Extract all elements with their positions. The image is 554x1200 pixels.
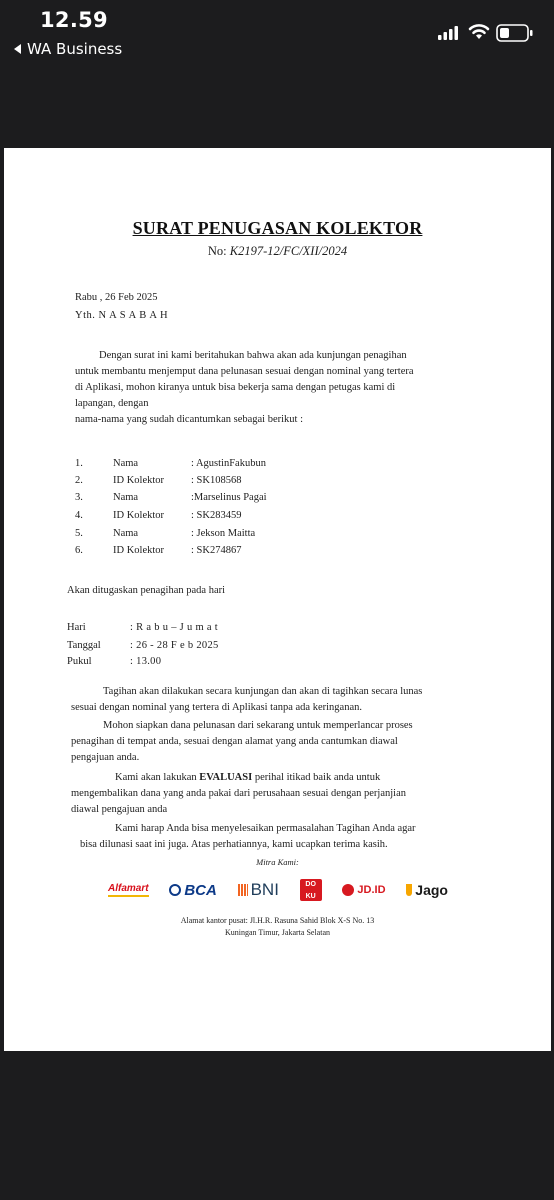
jdid-logo <box>342 884 385 896</box>
row-value: : AgustinFakubun <box>191 458 266 469</box>
bni-logo-text: BNI <box>250 880 279 899</box>
paragraph-line <box>115 770 380 787</box>
row-value: :Marselinus Pagai <box>191 492 267 503</box>
row-value: : SK283459 <box>191 510 242 521</box>
row-number: 5. <box>75 528 83 539</box>
schedule-value: : R a b u – J u m a t <box>130 622 218 633</box>
paragraph-line: bisa dilunasi saat ini juga. Atas perhatiannya, kami ucapkan terima kasih. <box>80 839 388 850</box>
jdid-logo-text: JD.ID <box>357 884 386 896</box>
paragraph-line: Mohon siapkan dana pelunasan dari sekarang untuk memperlancar proses <box>103 720 413 731</box>
cellular-signal-icon <box>438 26 458 40</box>
assignment-line: Akan ditugaskan penagihan pada hari <box>67 585 226 596</box>
partners-label: Mitra Kami: <box>256 857 299 867</box>
office-address-line: Alamat kantor pusat: Jl.H.R. Rasuna Sahid Blok X-S No. 13 <box>180 916 375 925</box>
wifi-icon <box>468 22 490 40</box>
jago-logo <box>406 882 448 898</box>
paragraph-text: perihal itikad baik anda untuk <box>252 772 381 783</box>
alfamart-logo: Alfamart <box>108 883 149 897</box>
paragraph-line: pengajuan anda. <box>71 752 140 763</box>
intro-line: Dengan surat ini kami beritahukan bahwa akan ada kunjungan penagihan <box>99 350 407 361</box>
letter-number <box>4 244 551 259</box>
letter-title: SURAT PENUGASAN KOLEKTOR <box>132 218 423 238</box>
bca-mark-icon <box>169 884 181 896</box>
row-key: ID Kolektor <box>113 510 165 521</box>
partner-logos <box>108 876 448 904</box>
battery-icon <box>496 24 534 42</box>
letter-number-prefix: No: <box>207 244 230 258</box>
jago-logo-text: Jago <box>415 882 448 898</box>
row-number: 6. <box>75 545 83 556</box>
row-number: 4. <box>75 510 83 521</box>
letter-recipient: Yth. N A S A B A H <box>75 310 169 321</box>
jdid-mark-icon <box>342 884 354 896</box>
status-bar <box>0 0 554 70</box>
row-number: 3. <box>75 492 83 503</box>
intro-line: nama-nama yang sudah dicantumkan sebagai berikut : <box>75 414 304 425</box>
row-key: Nama <box>113 528 139 539</box>
intro-line: untuk membantu menjemput dana pelunasan sesuai dengan nominal yang tertera <box>75 366 414 377</box>
letter-number-value: K2197-12/FC/XII/2024 <box>229 244 348 258</box>
paragraph-line: Tagihan akan dilakukan secara kunjungan dan akan di tagihkan secara lunas <box>103 686 423 697</box>
schedule-value: : 13.00 <box>130 656 162 667</box>
letter-date: Rabu , 26 Feb 2025 <box>75 292 158 303</box>
back-to-app-button[interactable] <box>14 40 122 58</box>
doku-logo: DO KU <box>300 879 322 901</box>
row-value: : SK108568 <box>191 475 242 486</box>
evaluation-emphasis: EVALUASI <box>199 772 253 783</box>
clock: 12.59 <box>40 8 108 32</box>
row-key: ID Kolektor <box>113 545 165 556</box>
schedule-key: Pukul <box>67 656 92 667</box>
row-key: Nama <box>113 492 139 503</box>
paragraph-line: penagihan di tempat anda, sesuai dengan alamat yang anda cantumkan diawal <box>71 736 398 747</box>
row-number: 1. <box>75 458 83 469</box>
row-number: 2. <box>75 475 83 486</box>
jago-mark-icon <box>406 884 412 896</box>
paragraph-line: mengembalikan dana yang anda pakai dari perusahaan sesuai dengan perjanjian <box>71 788 406 799</box>
bca-logo <box>169 882 217 899</box>
intro-line: di Aplikasi, mohon kiranya untuk bisa bekerja sama dengan petugas kami di <box>75 382 396 393</box>
bni-logo <box>238 880 279 900</box>
row-key: ID Kolektor <box>113 475 165 486</box>
row-value: : SK274867 <box>191 545 242 556</box>
letter-document <box>4 148 551 1051</box>
schedule-key: Hari <box>67 622 86 633</box>
paragraph-line: diawal pengajuan anda <box>71 804 168 815</box>
bca-logo-text: BCA <box>184 881 217 899</box>
paragraph-text: Kami akan lakukan <box>115 772 200 783</box>
office-address-line: Kuningan Timur, Jakarta Selatan <box>225 928 330 937</box>
paragraph-line: sesuai dengan nominal yang tertera di Aplikasi tanpa ada keringanan. <box>71 702 362 713</box>
row-value: : Jekson Maitta <box>191 528 256 539</box>
back-arrow-icon <box>14 44 21 54</box>
back-app-label: WA Business <box>27 40 123 58</box>
row-key: Nama <box>113 458 139 469</box>
schedule-key: Tanggal <box>67 640 101 651</box>
paragraph-line: Kami harap Anda bisa menyelesaikan permasalahan Tagihan Anda agar <box>115 823 416 834</box>
bni-mark-icon <box>238 884 248 896</box>
intro-line: lapangan, dengan <box>75 398 149 409</box>
schedule-value: : 26 - 28 F e b 2025 <box>130 640 219 651</box>
